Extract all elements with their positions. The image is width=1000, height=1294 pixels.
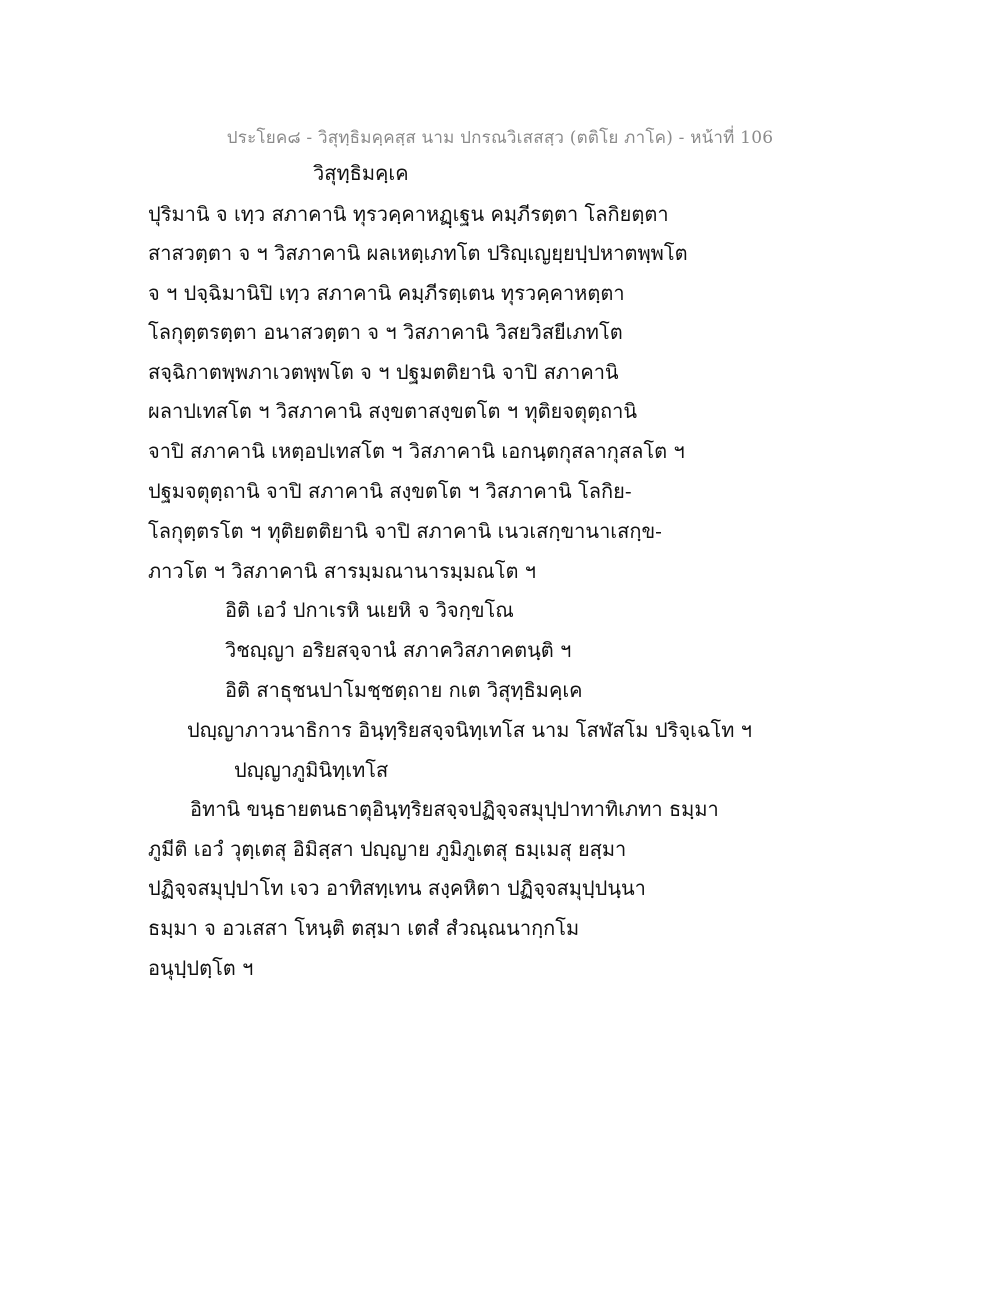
paragraph-line: จาปิ สภาคานิ เหตฺอปเทสโต ฯ วิสภาคานิ เอกนฺตกุสลากุสลโต ฯ [148,439,685,463]
paragraph-line: โลกุตฺตรโต ฯ ทุติยตติยานิ จาปิ สภาคานิ เนวเสกฺขานาเสกฺข- [148,519,662,543]
page-header: ประโยค๘ - วิสุทฺธิมคฺคสฺส นาม ปกรณวิเสสสฺว (ตติโย ภาโค) - หน้าที่ 106 [226,128,774,148]
paragraph-line: โลกุตฺตรตฺตา อนาสวตฺตา จ ฯ วิสภาคานิ วิสยวิสยีเภทโต [148,320,623,344]
paragraph-line: ปุริมานิ จ เทฺว สภาคานิ ทุรวคฺคาหฏฺเฐน คมฺภีรตฺตา โลกิยตฺตา [148,202,669,226]
paragraph-line: ธมฺมา จ อวเสสา โหนฺติ ตสฺมา เตสํ สํวณฺณนากฺกโม [148,916,580,940]
paragraph-line: ภูมีติ เอวํ วุตฺเตสุ อิมิสฺสา ปญฺญาย ภูมิภูเตสุ ธมฺเมสุ ยสฺมา [148,837,627,861]
paragraph-line: ปฐมจตุตฺถานิ จาปิ สภาคานิ สงฺขตโต ฯ วิสภาคานิ โลกิย- [148,479,632,503]
paragraph-line: ภาวโต ฯ วิสภาคานิ สารมฺมณานารมฺมณโต ฯ [148,559,537,583]
paragraph-line: ปฏิจฺจสมุปฺปาโท เจว อาทิสทฺเทน สงฺคหิตา ปฏิจฺจสมุปฺปนฺนา [148,876,646,900]
chapter-title: ปญฺญาภูมินิทฺเทโส [234,758,389,782]
paragraph-line: ผลาปเทสโต ฯ วิสภาคานิ สงฺขตาสงฺขตโต ฯ ทุติยจตุตฺถานิ [148,399,638,423]
paragraph-line: จ ฯ ปจฺฉิมานิปิ เทฺว สภาคานิ คมฺภีรตฺเตน ทุรวคฺคาหตฺตา [148,281,625,305]
section-title: วิสุทฺธิมคฺเค [313,161,409,185]
verse-line: วิชญฺญา อริยสจฺจานํ สภาควิสภาคตนฺติ ฯ [225,638,572,662]
paragraph-line: สจฺฉิกาตพฺพภาเวตพฺพโต จ ฯ ปฐมตติยานิ จาปิ สภาคานิ [148,360,619,384]
verse-line: อิติ สาธุชนปาโมชฺชตฺถาย กเต วิสุทฺธิมคฺเค [225,678,583,702]
paragraph-line: สาสวตฺตา จ ฯ วิสภาคานิ ผลเหตฺเภทโต ปริญฺเญยฺยปฺปหาตพฺพโต [148,241,688,265]
chapter-closing-line: ปญฺญาภาวนาธิการ อินฺทฺริยสจฺจนิทฺเทโส นาม โสฬสโม ปริจฺเฉโท ฯ [187,718,753,742]
paragraph-line: อิทานิ ขนฺธายตนธาตุอินฺทฺริยสจฺจปฏิจฺจสมุปฺปาทาทิเภทา ธมฺมา [190,797,719,821]
verse-line: อิติ เอวํ ปกาเรหิ นเยหิ จ วิจกฺขโณ [225,598,514,622]
paragraph-line: อนุปฺปตฺโต ฯ [148,956,254,980]
